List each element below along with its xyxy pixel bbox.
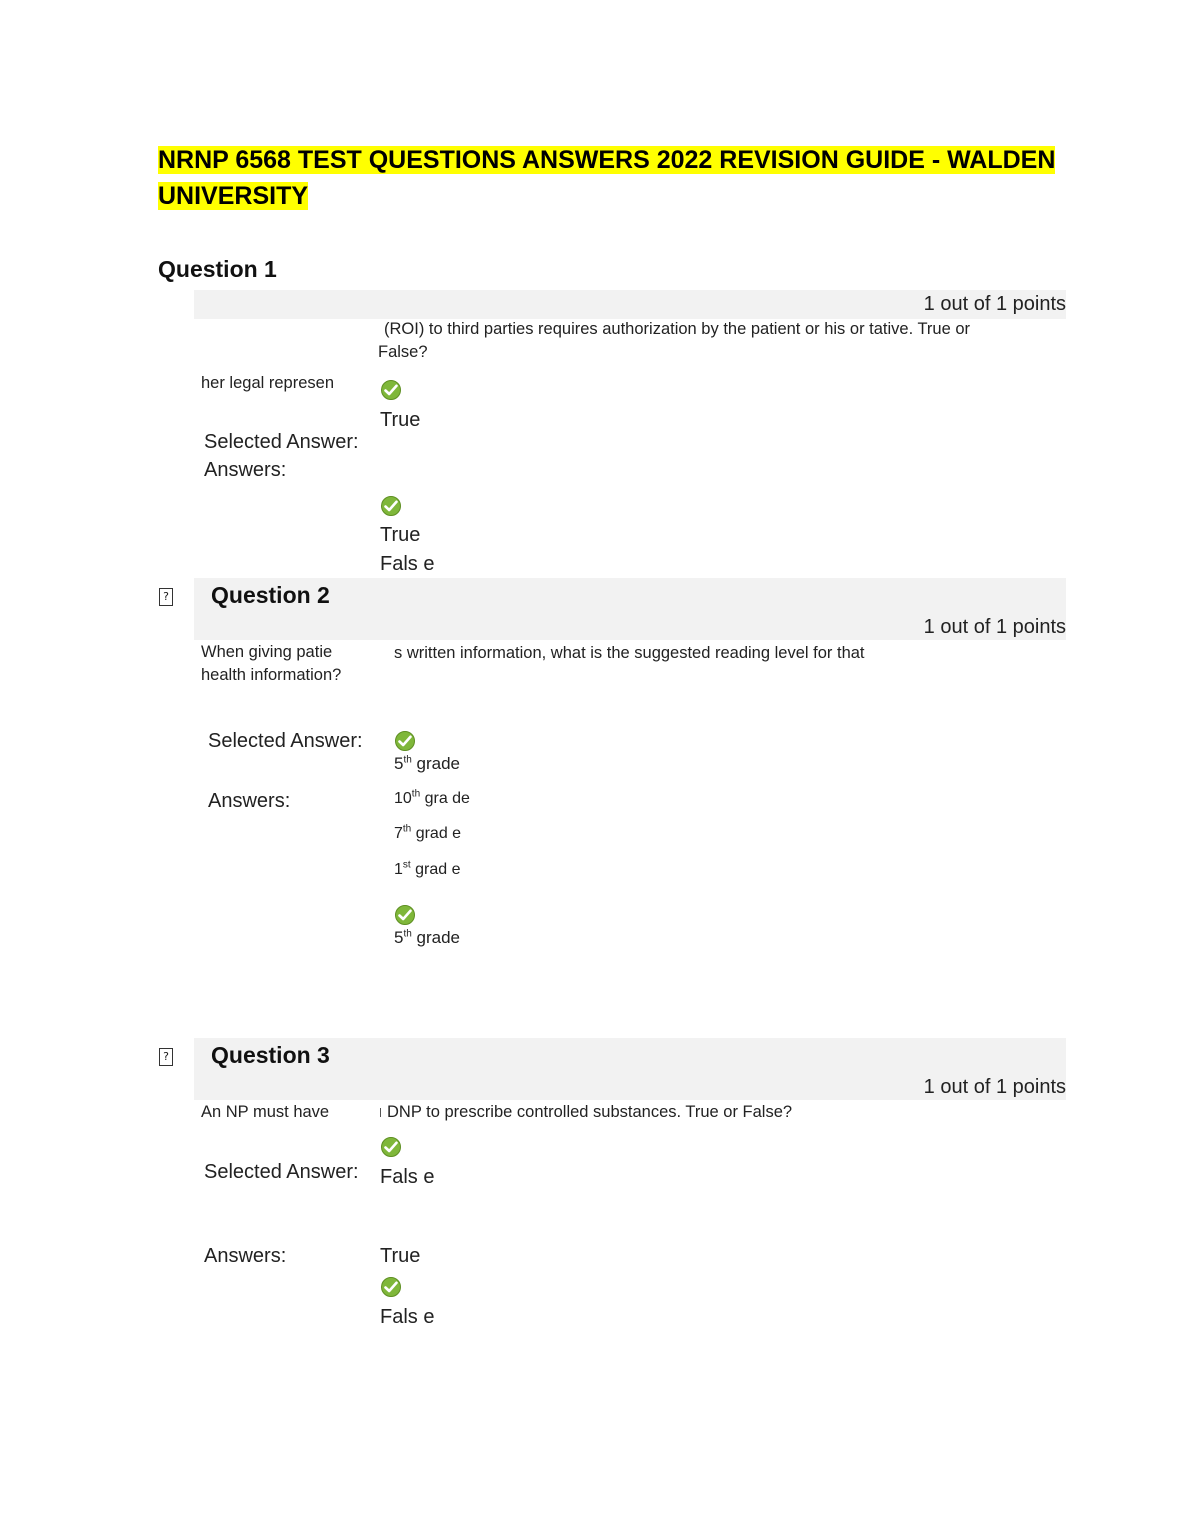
question-2-answer-option: 5th grade bbox=[394, 928, 461, 947]
question-3-answers-label: Answers: bbox=[204, 1245, 287, 1267]
question-1-answer-option: Fals e bbox=[380, 553, 435, 575]
question-1-selected-label: Selected Answer: bbox=[204, 431, 359, 453]
question-3-text-fragment-1: An NP must have bbox=[201, 1103, 330, 1121]
question-2-selected-answer: 5th grade bbox=[394, 754, 461, 773]
question-3-heading: Question 3 bbox=[211, 1042, 330, 1068]
question-2-selected-label: Selected Answer: bbox=[208, 730, 363, 752]
question-3-selected-answer: Fals e bbox=[380, 1166, 435, 1188]
title-line-2: UNIVERSITY bbox=[158, 182, 309, 210]
question-1-answers-label: Answers: bbox=[204, 459, 287, 481]
question-1-text-line-2: False? bbox=[378, 343, 428, 361]
question-3-text-fragment-2: DNP to prescribe controlled substances. True or False? bbox=[387, 1103, 793, 1121]
question-2-answer-option: 10th gra de bbox=[394, 788, 470, 807]
check-circle-icon bbox=[381, 1277, 401, 1297]
question-1-text-fragment: her legal represen bbox=[201, 374, 334, 392]
check-circle-icon bbox=[395, 905, 415, 925]
question-1-text-line-1: (ROI) to third parties requires authorization by the patient or his or tative. True or bbox=[384, 320, 971, 338]
question-1-points: 1 out of 1 points bbox=[923, 293, 1066, 315]
text-cursor-mark bbox=[380, 1108, 381, 1117]
question-2-heading: Question 2 bbox=[211, 582, 330, 608]
check-circle-icon bbox=[381, 496, 401, 516]
question-2-answer-option: 7th grad e bbox=[394, 823, 462, 842]
question-2-answers-label: Answers: bbox=[208, 790, 291, 812]
check-circle-icon bbox=[395, 731, 415, 751]
check-circle-icon bbox=[381, 1137, 401, 1157]
question-2-text-fragment-2: s written information, what is the suggested reading level for that bbox=[394, 644, 865, 662]
title-line-1: NRNP 6568 TEST QUESTIONS ANSWERS 2022 REVISION GUIDE - WALDEN bbox=[158, 146, 1056, 174]
check-circle-icon bbox=[381, 380, 401, 400]
question-3-answer-option: Fals e bbox=[380, 1306, 435, 1328]
unknown-glyph-icon: ? bbox=[159, 588, 173, 606]
document-title bbox=[158, 142, 1055, 214]
question-3-points: 1 out of 1 points bbox=[923, 1076, 1066, 1098]
question-1-selected-answer: True bbox=[380, 409, 421, 431]
question-2-answer-option: 1st grad e bbox=[394, 859, 461, 878]
question-1-answer-option: True bbox=[380, 524, 421, 546]
unknown-glyph-icon: ? bbox=[159, 1048, 173, 1066]
question-3-selected-label: Selected Answer: bbox=[204, 1161, 359, 1183]
question-2-text-fragment-1: When giving patie bbox=[201, 643, 333, 661]
question-2-points: 1 out of 1 points bbox=[923, 616, 1066, 638]
question-1-heading: Question 1 bbox=[158, 256, 277, 282]
question-2-text-fragment-3: health information? bbox=[201, 666, 342, 684]
question-3-answer-option: True bbox=[380, 1245, 421, 1267]
